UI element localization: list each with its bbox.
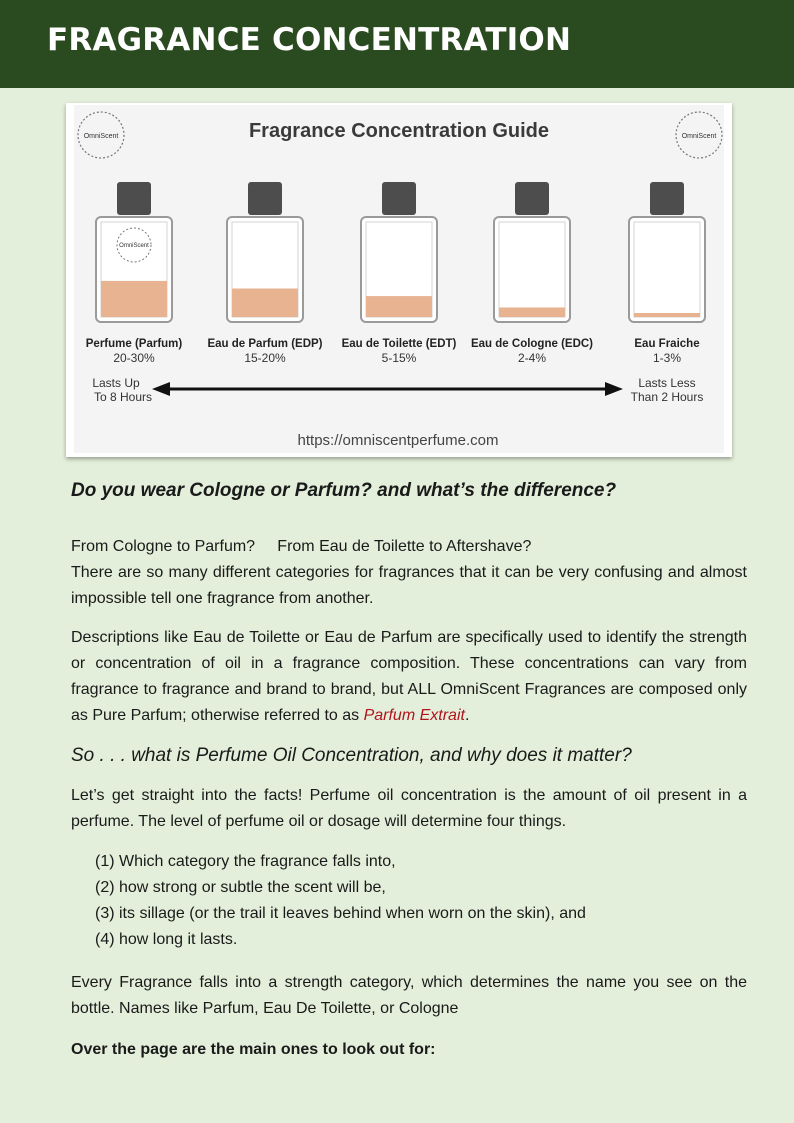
website-url: https://omniscentperfume.com	[297, 432, 499, 449]
lasts-up-label: Lasts Up	[92, 376, 140, 390]
heading-cologne-or-parfum: Do you wear Cologne or Parfum? and what’s the difference?	[71, 480, 617, 501]
bottle-logo-text: OmniScent	[119, 243, 149, 249]
parfum-extrait-highlight: Parfum Extrait	[363, 707, 465, 724]
bottle-range: 20-30%	[113, 351, 155, 365]
concentration-guide-graphic	[66, 103, 732, 457]
bottle-cap	[117, 182, 151, 215]
list-item: (1) Which category the fragrance falls into,	[95, 853, 396, 870]
bottle-body	[494, 217, 570, 322]
bottle-cap	[650, 182, 684, 215]
bottle-body	[629, 217, 705, 322]
bottle-name: Eau Fraiche	[634, 338, 700, 350]
bottle-cap	[248, 182, 282, 215]
page-title: FRAGRANCE CONCENTRATION	[47, 22, 572, 58]
bottle-range: 1-3%	[652, 351, 682, 365]
perfume-liquid	[366, 296, 432, 317]
concentration-end: .	[464, 707, 470, 724]
svg-text:OmniScent: OmniScent	[83, 133, 119, 140]
list-item: (3) its sillage (or the trail it leaves behind when worn on the skin), and	[95, 905, 586, 922]
list-item: (2) how strong or subtle the scent will be,	[95, 879, 386, 896]
bottle-range: 5-15%	[381, 351, 417, 365]
concentration-paragraph	[71, 625, 747, 729]
intro-line-1: From Cologne to Parfum? From Eau de Toilette to Aftershave?	[71, 538, 532, 555]
intro-paragraph: There are so many different categories for fragrances that it can be very confusing and almost impossible tell one fragrance from another.	[71, 564, 747, 607]
bottle-name: Perfume (Parfum)	[85, 338, 183, 350]
concentration-text: Descriptions like Eau de Toilette or Eau de Parfum are specifically used to identify the strength or concentration of oil in a fragrance composition. These concentrations can vary from fragrance to fragrance and brand to brand, but ALL OmniScent Fragrances are composed only as Pure Parfum; otherwise referred to as	[71, 629, 747, 724]
four-things-list	[71, 849, 747, 953]
lasts-less-label: Lasts Less	[638, 376, 696, 390]
perfume-liquid	[101, 281, 167, 317]
bottle-name: Eau de Cologne (EDC)	[470, 338, 594, 350]
than-2-hours-label: Than 2 Hours	[630, 390, 704, 404]
to-8-hours-label: To 8 Hours	[93, 390, 153, 404]
bottle-range: 15-20%	[244, 351, 286, 365]
concentration-guide-figure	[66, 103, 732, 457]
bottle-cap	[515, 182, 549, 215]
bottle-cap	[382, 182, 416, 215]
bottle-name: Eau de Parfum (EDP)	[207, 338, 323, 350]
figure-title: Fragrance Concentration Guide	[248, 120, 550, 142]
perfume-liquid	[634, 313, 700, 317]
page-header	[0, 0, 794, 88]
bottle-name: Eau de Toilette (EDT)	[341, 338, 457, 350]
facts-paragraph: Let’s get straight into the facts! Perfume oil concentration is the amount of oil present in a perfume. The level of perfume oil or dosage will determine four things.	[71, 787, 747, 830]
bottle-range: 2-4%	[517, 351, 547, 365]
perfume-liquid	[232, 289, 298, 318]
svg-text:OmniScent: OmniScent	[681, 133, 717, 140]
strength-category-paragraph: Every Fragrance falls into a strength category, which determines the name you see on the bottle. Names like Parfum, Eau De Toilette, or Cologne	[71, 974, 747, 1017]
perfume-liquid	[499, 308, 565, 318]
closing-note: Over the page are the main ones to look out for:	[71, 1041, 436, 1058]
list-item: (4) how long it lasts.	[95, 931, 238, 948]
heading-oil-concentration: So . . . what is Perfume Oil Concentration, and why does it matter?	[71, 745, 632, 766]
article-body	[71, 478, 747, 1063]
